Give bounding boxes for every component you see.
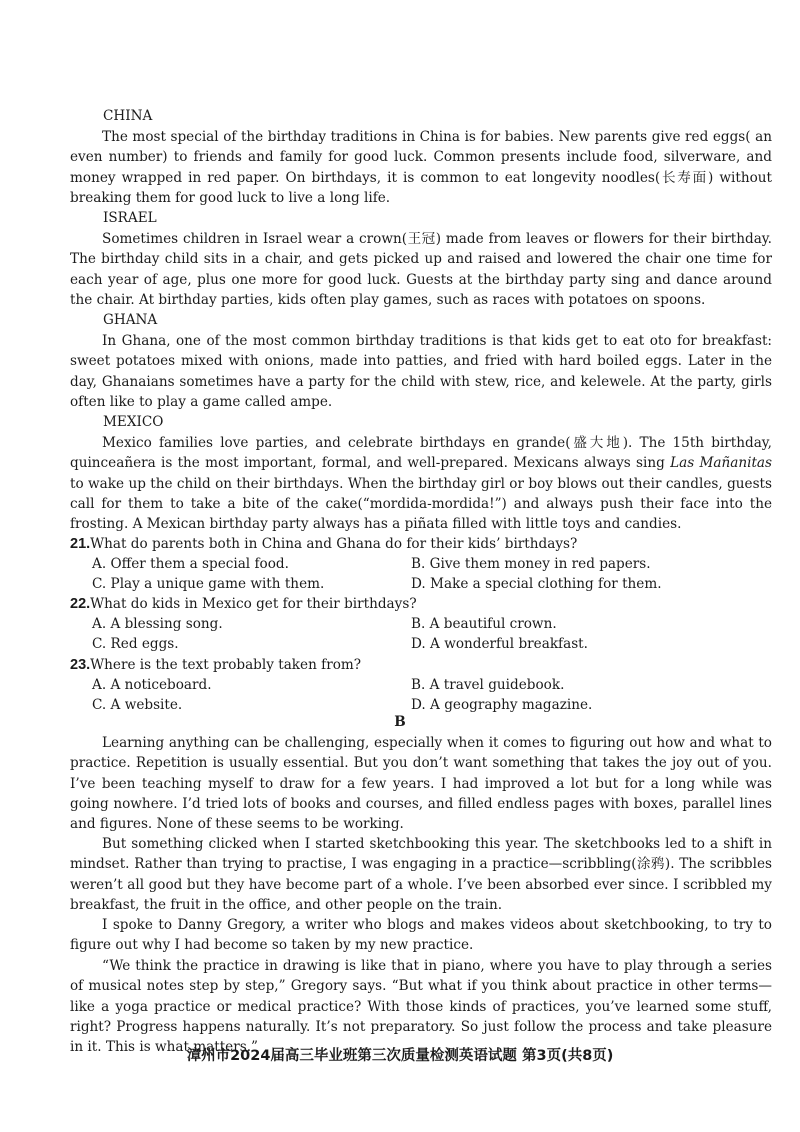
question-number: 23. [70,657,91,673]
question-22 [70,594,772,614]
section-heading-ghana: GHANA [103,312,158,328]
page-footer: 漳州市2024届高三毕业班第三次质量检测英语试题 第3页(共8页) [186,1048,614,1064]
option-23-a[interactable]: A. A noticeboard. [92,677,212,693]
option-21-a[interactable]: A. Offer them a special food. [92,556,289,572]
section-text-china: The most special of the birthday traditions in China is for babies. New parents give red eggs( an even number) to friends and family for good luck. Common presents include food, silverware, and money wrapped in red paper. On birthdays, it is common to eat longevity noodles(长寿面) without breaking them for good luck to live a long life. [70,129,772,206]
option-23-c[interactable]: C. A website. [92,697,183,713]
option-22-b[interactable]: B. A beautiful crown. [411,616,557,632]
option-21-d[interactable]: D. Make a special clothing for them. [411,576,662,592]
option-23-b[interactable]: B. A travel guidebook. [411,677,565,693]
section-heading-mexico: MEXICO [103,414,164,430]
option-21-c[interactable]: C. Play a unique game with them. [92,576,325,592]
section-text-israel: Sometimes children in Israel wear a crown(王冠) made from leaves or flowers for their birthday. The birthday child sits in a chair, and gets picked up and raised and lowered the chair one time for each year of age, plus one more for good luck. Guests at the birthday party sing and dance around the chair. At birthday parties, kids often play games, such as races with potatoes on spoons. [70,231,772,308]
option-23-d[interactable]: D. A geography magazine. [411,697,593,713]
passage-b-label: B [394,714,406,730]
mexico-text-before: Mexico families love parties, and celebrate birthdays en grande(盛大地). The 15th birthday, quinceañera is the most important, formal, and well-prepared. Mexicans always sing [70,435,772,472]
song-title: Las Mañanitas [670,455,772,472]
option-22-a[interactable]: A. A blessing song. [92,616,223,632]
option-22-d[interactable]: D. A wonderful breakfast. [411,636,588,652]
mexico-text-after: to wake up the child on their birthdays. When the birthday girl or boy blows out their candles, guests call for them to take a bite of the cake(“mordida-mordida!”) and always push their face into the frosting. A Mexican birthday party always has a piñata filled with little toys and candies. [70,475,772,533]
section-text-mexico [70,433,772,534]
passage-b-paragraph: Learning anything can be challenging, especially when it comes to figuring out how and what to practice. Repetition is usually essential. But you don’t want something that takes the joy out of you. I’ve been teaching myself to draw for a few years. I had improved a lot but for a long while was going nowhere. I’d tried lots of books and courses, and filled endless pages with boxes, parallel lines and figures. None of these seems to be working. [70,735,772,833]
question-23 [70,655,772,675]
question-number: 21. [70,536,91,552]
passage-b-paragraph: But something clicked when I started sketchbooking this year. The sketchbooks led to a shift in mindset. Rather than trying to practise, I was engaging in a practice—scribbling(涂鸦). The scribbles weren’t all good but they have become part of a whole. I’ve been absorbed ever since. I scribbled my breakfast, the fruit in the office, and other people on the train. [70,836,772,913]
section-heading-israel: ISRAEL [103,210,157,226]
option-22-c[interactable]: C. Red eggs. [92,636,179,652]
section-text-ghana: In Ghana, one of the most common birthday traditions is that kids get to eat oto for breakfast: sweet potatoes mixed with onions, made into patties, and fried with hard boiled eggs. Later in the day, Ghanaians sometimes have a party for the child with stew, rice, and kelewele. At the party, girls often like to play a game called ampe. [70,333,772,410]
section-heading-china: CHINA [103,108,153,124]
option-21-b[interactable]: B. Give them money in red papers. [411,556,651,572]
question-text: What do parents both in China and Ghana do for their kids’ birthdays? [90,536,578,552]
question-text: What do kids in Mexico get for their birthdays? [90,596,417,612]
passage-b-paragraph: “We think the practice in drawing is like that in piano, where you have to play through a series of musical notes step by step,” Gregory says. “But what if you think about practice in other terms—like a yoga practice or medical practice? With those kinds of practices, you’ve learned some stuff, right? Progress happens naturally. It’s not preparatory. So just follow the process and take pleasure in it. This is what matters.” [70,958,772,1056]
passage-b-paragraph: I spoke to Danny Gregory, a writer who blogs and makes videos about sketchbooking, to try to figure out why I had become so taken by my new practice. [70,917,772,954]
question-text: Where is the text probably taken from? [90,657,362,673]
question-21 [70,534,772,554]
question-number: 22. [70,596,91,612]
